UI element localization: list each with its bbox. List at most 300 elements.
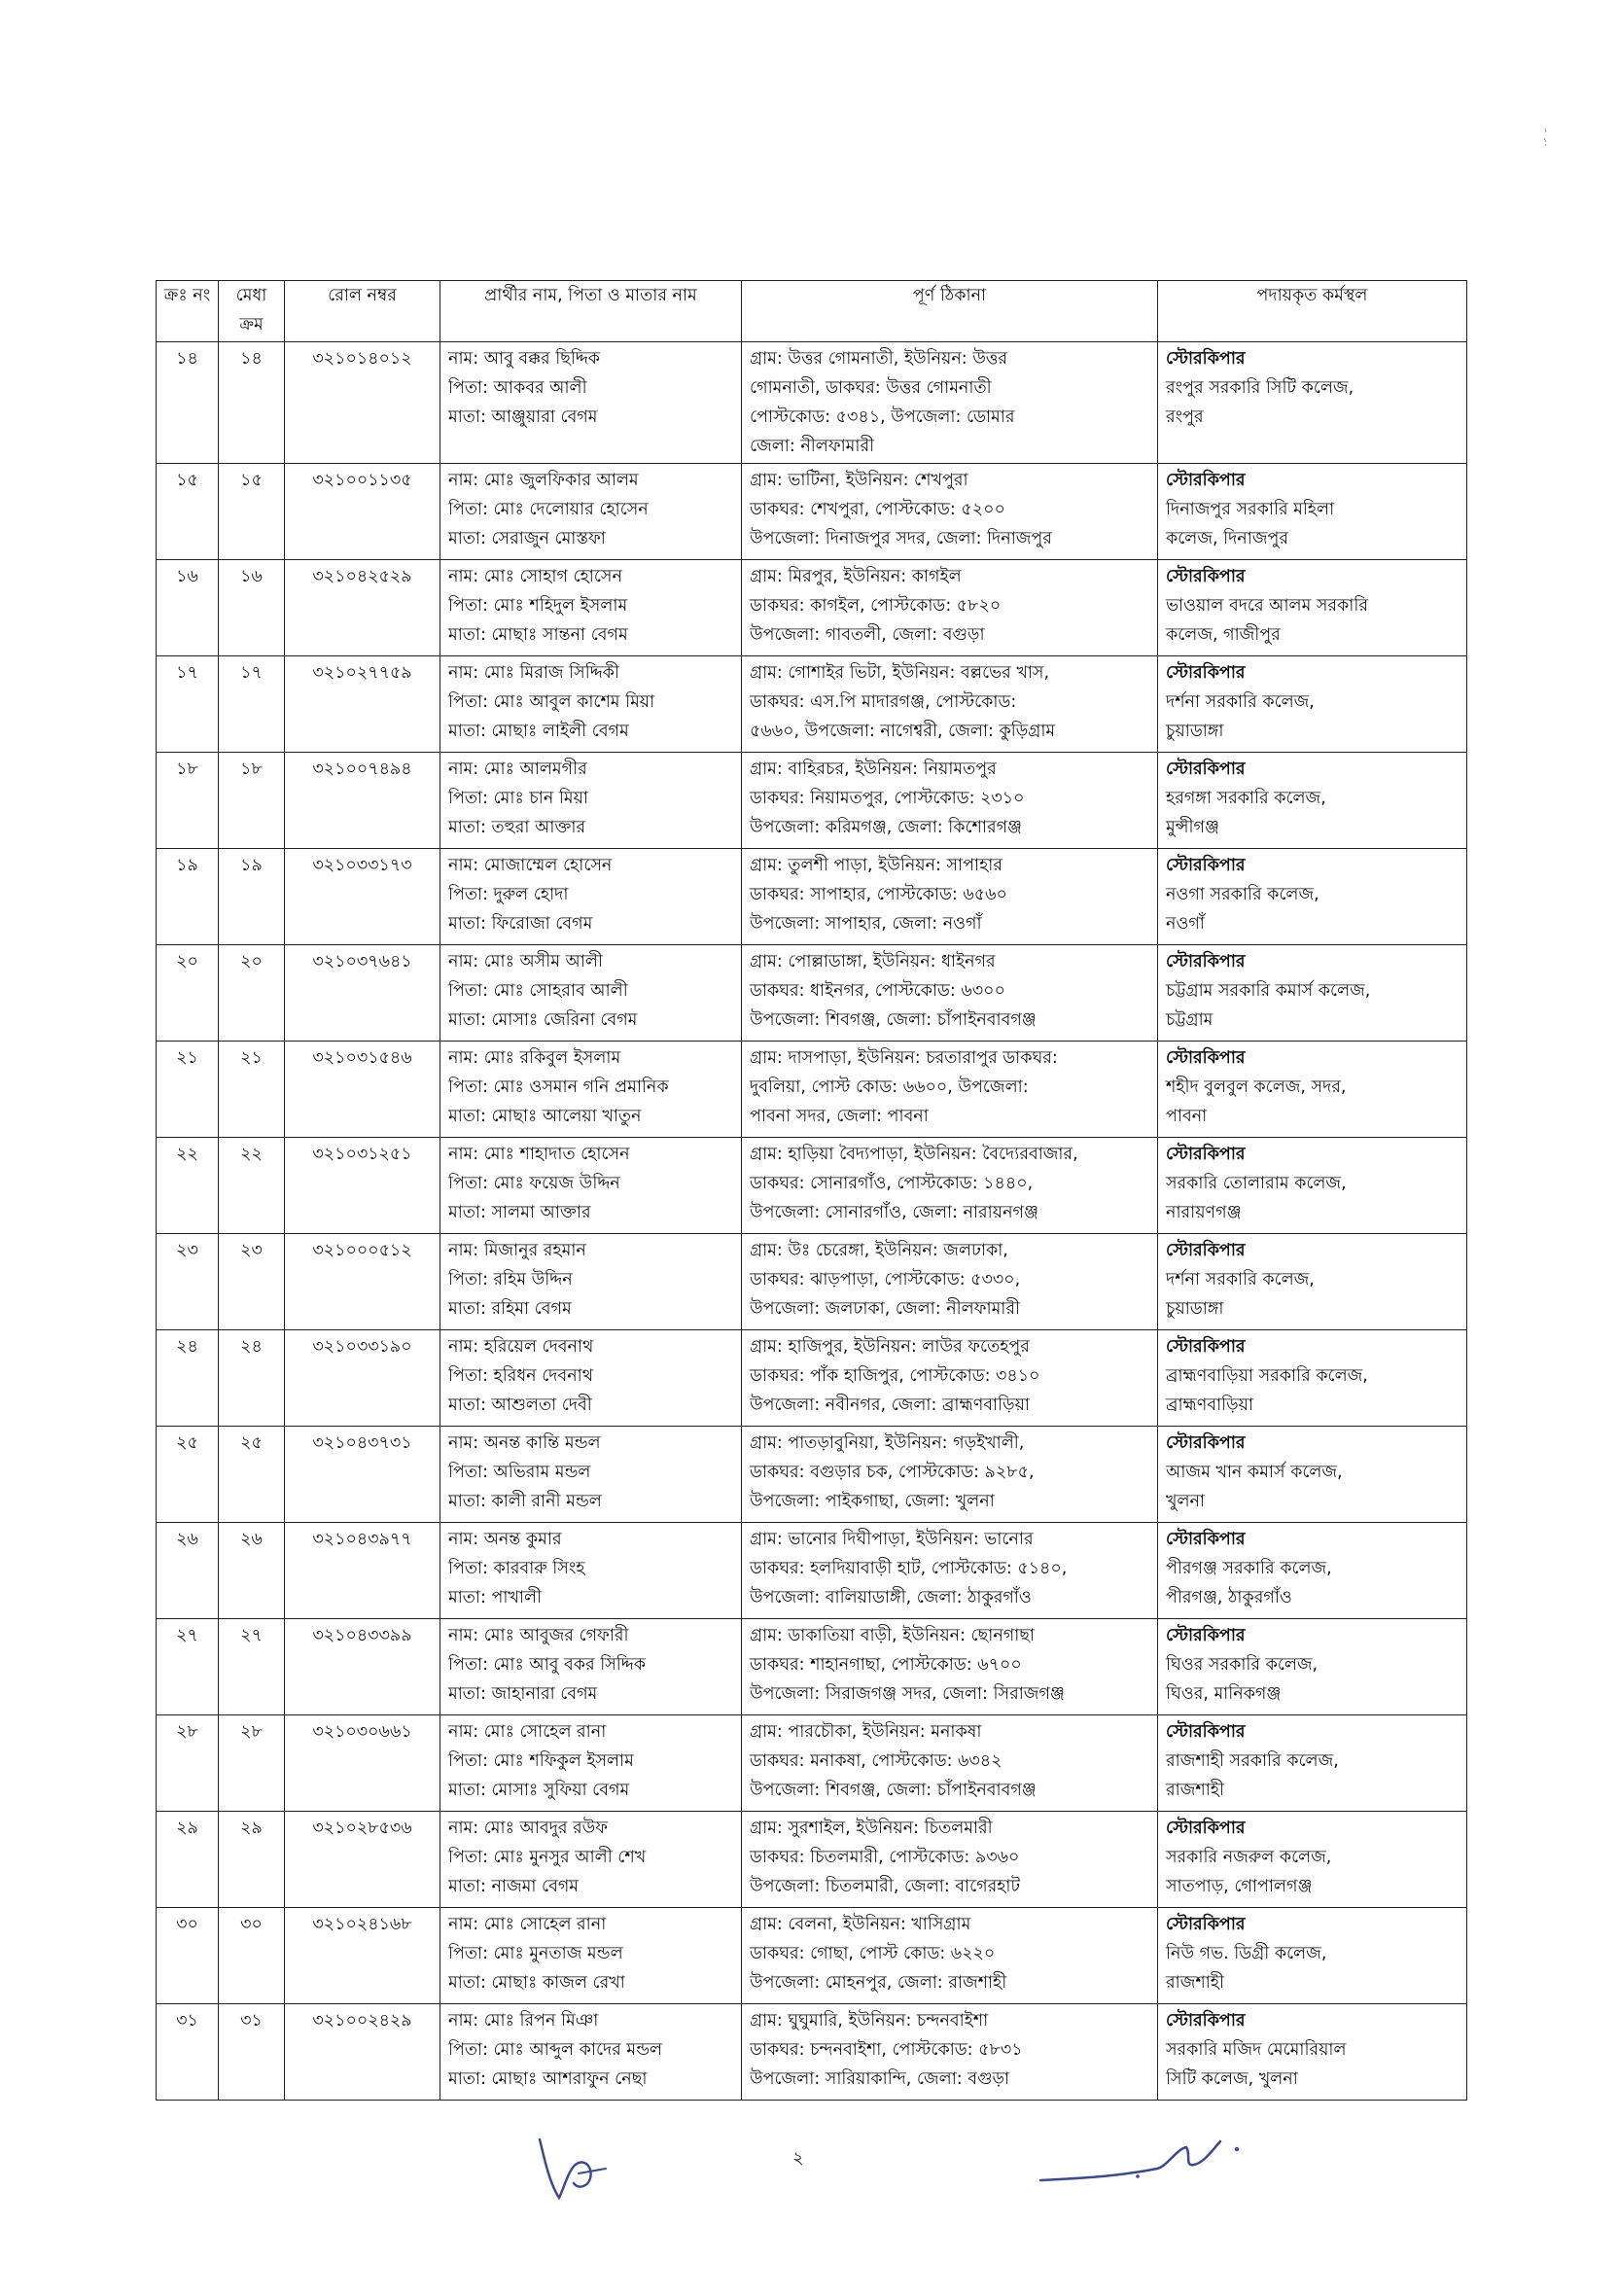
mother-name: মাতা: পাখালী	[448, 1588, 543, 1607]
post-title: স্টোরকিপার	[1166, 1145, 1246, 1164]
mother-name: মাতা: মোসাঃ সুফিয়া বেগম	[448, 1781, 630, 1800]
serial-number: ১৯	[176, 856, 198, 875]
merit-cell	[219, 849, 285, 945]
candidate-cell	[440, 1042, 742, 1138]
address-line: গ্রাম: বেলনা, ইউনিয়ন: খাসিগ্রাম	[750, 1915, 971, 1934]
post-title: স্টোরকিপার	[1166, 1626, 1246, 1645]
signature-left	[520, 2130, 627, 2208]
roll-cell	[285, 1042, 440, 1138]
candidate-cell	[440, 2004, 742, 2101]
post-title: স্টোরকিপার	[1166, 759, 1246, 779]
candidate-cell	[440, 849, 742, 945]
workplace-line: সরকারি নজরুল কলেজ,	[1166, 1848, 1332, 1867]
address-line: গ্রাম: ঘুঘুমারি, ইউনিয়ন: চন্দনবাইশা	[750, 2011, 989, 2031]
posting-cell	[1158, 1234, 1467, 1330]
roll-number: ৩২১০৩০৬৬১	[312, 1722, 412, 1742]
address-cell	[742, 1619, 1158, 1715]
roll-cell	[285, 1138, 440, 1234]
roll-cell	[285, 1234, 440, 1330]
serial-cell	[157, 2004, 219, 2101]
candidate-name: নাম: মোঃ অসীম আলী	[448, 952, 603, 971]
address-line: উপজেলা: চিতলমারী, জেলা: বাগেরহাট	[750, 1877, 1021, 1896]
address-cell	[742, 849, 1158, 945]
merit-cell	[219, 656, 285, 753]
merit-number: ২৭	[240, 1626, 263, 1645]
merit-cell	[219, 2004, 285, 2101]
stray-mark	[1542, 126, 1550, 148]
workplace-line: রাজশাহী	[1166, 1781, 1224, 1800]
roll-cell	[285, 342, 440, 464]
candidate-cell	[440, 753, 742, 849]
roll-number: ৩২১০৪৩৭৩১	[312, 1433, 412, 1453]
roll-number: ৩২১০৩৩১৭৩	[312, 856, 412, 875]
serial-cell	[157, 656, 219, 753]
serial-cell	[157, 342, 219, 464]
father-name: পিতা: আকবর আলী	[448, 378, 587, 398]
address-line: পোস্টকোড: ৫৩৪১, উপজেলা: ডোমার	[750, 407, 1015, 427]
workplace-line: রংপুর	[1166, 407, 1204, 427]
address-line: উপজেলা: জলঢাকা, জেলা: নীলফামারী	[750, 1299, 1020, 1319]
merit-cell	[219, 945, 285, 1042]
serial-cell	[157, 1234, 219, 1330]
posting-cell	[1158, 1427, 1467, 1523]
roll-cell	[285, 753, 440, 849]
merit-cell	[219, 1234, 285, 1330]
roll-number: ৩২১০১৪০১২	[312, 349, 412, 369]
table-row	[157, 342, 1467, 464]
header-address: পূর্ণ ঠিকানা	[742, 281, 1158, 342]
table-row	[157, 1330, 1467, 1427]
candidate-name: নাম: আবু বক্কর ছিদ্দিক	[448, 349, 601, 369]
workplace-line: রাজশাহী	[1166, 1973, 1224, 1993]
signature-right	[1021, 2120, 1254, 2198]
roll-cell	[285, 1715, 440, 1812]
merit-number: ২৪	[240, 1337, 263, 1357]
candidate-name: নাম: মোঃ সোহেল রানা	[448, 1722, 607, 1742]
father-name: পিতা: মোঃ মুনসুর আলী শেখ	[448, 1848, 647, 1867]
posting-cell	[1158, 2004, 1467, 2101]
post-title: স্টোরকিপার	[1166, 349, 1246, 369]
roll-number: ৩২১০০৭৪৯৪	[312, 759, 412, 779]
address-line: গ্রাম: বাহিরচর, ইউনিয়ন: নিয়ামতপুর	[750, 759, 997, 779]
merit-number: ২৫	[240, 1433, 263, 1453]
workplace-line: মুন্সীগঞ্জ	[1166, 818, 1219, 837]
workplace-line: চুয়াডাঙ্গা	[1166, 722, 1224, 741]
table-body	[157, 342, 1467, 2101]
merit-cell	[219, 1908, 285, 2004]
address-line: ডাকঘর: নিয়ামতপুর, পোস্টকোড: ২৩১০	[750, 789, 1025, 808]
mother-name: মাতা: কালী রানী মন্ডল	[448, 1492, 602, 1511]
candidate-cell	[440, 342, 742, 464]
address-line: ডাকঘর: কাগইল, পোস্টকোড: ৫৮২০	[750, 596, 1002, 616]
address-line: গ্রাম: হাজিপুর, ইউনিয়ন: লাউর ফতেহপুর	[750, 1337, 1030, 1357]
candidate-name: নাম: মোঃ সোহাগ হোসেন	[448, 567, 622, 586]
address-line: ডাকঘর: মনাকষা, পোস্টকোড: ৬৩৪২	[750, 1751, 1002, 1771]
mother-name: মাতা: সালমা আক্তার	[448, 1203, 591, 1222]
table-row	[157, 1812, 1467, 1908]
workplace-line: পীরগঞ্জ সরকারি কলেজ,	[1166, 1559, 1332, 1578]
serial-cell	[157, 1908, 219, 2004]
table-row	[157, 1138, 1467, 1234]
serial-number: ৩১	[176, 2011, 198, 2031]
mother-name: মাতা: আশুলতা দেবী	[448, 1395, 592, 1415]
table-row	[157, 1908, 1467, 2004]
address-line: উপজেলা: মোহনপুর, জেলা: রাজশাহী	[750, 1973, 1007, 1993]
workplace-line: খুলনা	[1166, 1492, 1206, 1511]
table-row	[157, 2004, 1467, 2101]
post-title: স্টোরকিপার	[1166, 952, 1246, 971]
mother-name: মাতা: ফিরোজা বেগম	[448, 914, 593, 934]
candidate-name: নাম: মোঃ সোহেল রানা	[448, 1915, 607, 1934]
serial-number: ২৪	[176, 1337, 198, 1357]
workplace-line: ব্রাহ্মণবাড়িয়া	[1166, 1395, 1254, 1415]
candidate-name: নাম: অনন্ত কান্তি মন্ডল	[448, 1433, 601, 1453]
address-line: ডাকঘর: শেখপুরা, পোস্টকোড: ৫২০০	[750, 500, 1005, 519]
mother-name: মাতা: মোছাঃ আশরাফুন নেছা	[448, 2069, 648, 2089]
post-title: স্টোরকিপার	[1166, 1819, 1246, 1838]
workplace-line: চুয়াডাঙ্গা	[1166, 1299, 1224, 1319]
table-row	[157, 753, 1467, 849]
posting-cell	[1158, 560, 1467, 656]
roll-number: ৩২১০৪২৫২৯	[312, 567, 412, 586]
mother-name: মাতা: মোসাঃ জেরিনা বেগম	[448, 1010, 638, 1030]
roll-number: ৩২১০৩৩১৯০	[312, 1337, 412, 1357]
serial-cell	[157, 1619, 219, 1715]
roll-number: ৩২১০২৮৫৩৬	[312, 1819, 412, 1838]
workplace-line: রংপুর সরকারি সিটি কলেজ,	[1166, 378, 1354, 398]
address-line: ডাকঘর: ধাইনগর, পোস্টকোড: ৬৩০০	[750, 981, 1005, 1001]
address-line: ডাকঘর: সাপাহার, পোস্টকোড: ৬৫৬০	[750, 885, 1007, 904]
table-row	[157, 1619, 1467, 1715]
post-title: স্টোরকিপার	[1166, 567, 1246, 586]
merit-number: ১৮	[240, 759, 263, 779]
father-name: পিতা: মোঃ চান মিয়া	[448, 789, 588, 808]
address-cell	[742, 753, 1158, 849]
workplace-line: ভাওয়াল বদরে আলম সরকারি	[1166, 596, 1369, 616]
roll-cell	[285, 1908, 440, 2004]
header-merit: মেধা ক্রম	[219, 281, 285, 342]
post-title: স্টোরকিপার	[1166, 1048, 1246, 1068]
serial-number: ১৬	[176, 567, 198, 586]
address-line: ডাকঘর: হলদিয়াবাড়ী হাট, পোস্টকোড: ৫১৪০,	[750, 1559, 1068, 1578]
workplace-line: নিউ গভ. ডিগ্রী কলেজ,	[1166, 1944, 1327, 1963]
merit-number: ২৬	[240, 1530, 263, 1549]
address-line: গ্রাম: গোশাইর ভিটা, ইউনিয়ন: বল্লভের খাস,	[750, 663, 1050, 683]
workplace-line: পাবনা	[1166, 1107, 1208, 1126]
mother-name: মাতা: আঞ্জুয়ারা বেগম	[448, 407, 598, 427]
serial-number: ২২	[176, 1145, 198, 1164]
roll-cell	[285, 1330, 440, 1427]
workplace-line: ঘিওর সরকারি কলেজ,	[1166, 1655, 1319, 1675]
workplace-line: দর্শনা সরকারি কলেজ,	[1166, 692, 1315, 712]
address-line: পাবনা সদর, জেলা: পাবনা	[750, 1107, 929, 1126]
address-line: উপজেলা: করিমগঞ্জ, জেলা: কিশোরগঞ্জ	[750, 818, 1022, 837]
candidate-cell	[440, 1715, 742, 1812]
merit-cell	[219, 342, 285, 464]
merit-number: ২৩	[240, 1241, 263, 1260]
roll-cell	[285, 1619, 440, 1715]
serial-cell	[157, 945, 219, 1042]
address-cell	[742, 1715, 1158, 1812]
serial-number: ২৩	[176, 1241, 198, 1260]
serial-cell	[157, 1330, 219, 1427]
candidate-name: নাম: মোঃ আবুজর গেফারী	[448, 1626, 629, 1645]
roll-number: ৩২১০০১১৩৫	[312, 471, 412, 490]
mother-name: মাতা: রহিমা বেগম	[448, 1299, 572, 1319]
address-cell	[742, 945, 1158, 1042]
post-title: স্টোরকিপার	[1166, 471, 1246, 490]
father-name: পিতা: হরিধন দেবনাথ	[448, 1366, 594, 1386]
candidate-name: নাম: মোঃ আলমগীর	[448, 759, 587, 779]
candidate-cell	[440, 560, 742, 656]
candidate-cell	[440, 1619, 742, 1715]
candidate-cell	[440, 1234, 742, 1330]
serial-number: ২৮	[176, 1722, 198, 1742]
roll-cell	[285, 464, 440, 560]
father-name: পিতা: মোঃ শফিকুল ইসলাম	[448, 1751, 634, 1771]
merit-cell	[219, 1330, 285, 1427]
roll-number: ৩২১০৪৩৯৭৭	[312, 1530, 412, 1549]
merit-number: ৩১	[240, 2011, 263, 2031]
candidate-name: নাম: মোঃ রিপন মিঞা	[448, 2011, 599, 2031]
serial-number: ২৯	[176, 1819, 198, 1838]
header-posting: পদায়কৃত কর্মস্থল	[1158, 281, 1467, 342]
father-name: পিতা: অভিরাম মন্ডল	[448, 1463, 591, 1482]
merit-cell	[219, 1523, 285, 1619]
serial-number: ১৪	[176, 349, 198, 369]
address-line: গ্রাম: পারচৌকা, ইউনিয়ন: মনাকষা	[750, 1722, 982, 1742]
address-cell	[742, 1812, 1158, 1908]
candidate-cell	[440, 1523, 742, 1619]
serial-number: ১৫	[176, 471, 198, 490]
address-line: উপজেলা: নবীনগর, জেলা: ব্রাহ্মণবাড়িয়া	[750, 1395, 1030, 1415]
appointment-table	[156, 280, 1467, 2101]
serial-number: ১৮	[176, 759, 198, 779]
roll-cell	[285, 656, 440, 753]
post-title: স্টোরকিপার	[1166, 1530, 1246, 1549]
address-line: গ্রাম: তুলশী পাড়া, ইউনিয়ন: সাপাহার	[750, 856, 1002, 875]
workplace-line: সাতপাড়, গোপালগঞ্জ	[1166, 1877, 1313, 1896]
posting-cell	[1158, 945, 1467, 1042]
father-name: পিতা: মোঃ আবু বকর সিদ্দিক	[448, 1655, 646, 1675]
mother-name: মাতা: জাহানারা বেগম	[448, 1684, 598, 1704]
posting-cell	[1158, 1812, 1467, 1908]
father-name: পিতা: দুরুল হোদা	[448, 885, 569, 904]
workplace-line: আজম খান কমার্স কলেজ,	[1166, 1463, 1343, 1482]
mother-name: মাতা: মোছাঃ লাইলী বেগম	[448, 722, 629, 741]
father-name: পিতা: রহিম উদ্দিন	[448, 1270, 573, 1289]
address-line: গ্রাম: উত্তর গোমনাতী, ইউনিয়ন: উত্তর	[750, 349, 1008, 369]
address-line: গ্রাম: পোল্লাডাঙ্গা, ইউনিয়ন: ধাইনগর	[750, 952, 996, 971]
address-line: উপজেলা: দিনাজপুর সদর, জেলা: দিনাজপুর	[750, 529, 1052, 548]
candidate-name: নাম: হরিয়েল দেবনাথ	[448, 1337, 594, 1357]
address-line: গ্রাম: পাতড়াবুনিয়া, ইউনিয়ন: গড়ইখালী,	[750, 1433, 1025, 1453]
mother-name: মাতা: সেরাজুন মোস্তফা	[448, 529, 606, 548]
candidate-name: নাম: মোঃ জুলফিকার আলম	[448, 471, 639, 490]
posting-cell	[1158, 1042, 1467, 1138]
post-title: স্টোরকিপার	[1166, 1915, 1246, 1934]
candidate-name: নাম: মোঃ আবদুর রউফ	[448, 1819, 609, 1838]
candidate-name: নাম: মোঃ রকিবুল ইসলাম	[448, 1048, 621, 1068]
posting-cell	[1158, 1715, 1467, 1812]
merit-number: ২২	[240, 1145, 263, 1164]
address-line: উপজেলা: সাপাহার, জেলা: নওগাঁ	[750, 914, 982, 934]
mother-name: মাতা: তহুরা আক্তার	[448, 818, 586, 837]
roll-cell	[285, 1812, 440, 1908]
candidate-name: নাম: মোজাম্মেল হোসেন	[448, 856, 613, 875]
posting-cell	[1158, 342, 1467, 464]
posting-cell	[1158, 1138, 1467, 1234]
merit-cell	[219, 1042, 285, 1138]
address-cell	[742, 560, 1158, 656]
merit-number: ১৯	[240, 856, 263, 875]
candidate-cell	[440, 1330, 742, 1427]
address-line: ডাকঘর: চিতলমারী, পোস্টকোড: ৯৩৬০	[750, 1848, 1020, 1867]
table-row	[157, 1234, 1467, 1330]
workplace-line: সরকারি মজিদ মেমোরিয়াল	[1166, 2040, 1347, 2060]
roll-cell	[285, 945, 440, 1042]
roll-number: ৩২১০২৭৭৫৯	[312, 663, 412, 683]
address-line: ডাকঘর: ঝাড়পাড়া, পোস্টকোড: ৫৩৩০,	[750, 1270, 1021, 1289]
merit-cell	[219, 464, 285, 560]
candidate-cell	[440, 1908, 742, 2004]
address-cell	[742, 1138, 1158, 1234]
address-cell	[742, 2004, 1158, 2101]
merit-cell	[219, 753, 285, 849]
address-cell	[742, 1330, 1158, 1427]
post-title: স্টোরকিপার	[1166, 1241, 1246, 1260]
table-row	[157, 1523, 1467, 1619]
serial-number: ২০	[176, 952, 198, 971]
address-cell	[742, 1908, 1158, 2004]
serial-number: ১৭	[176, 663, 198, 683]
posting-cell	[1158, 1330, 1467, 1427]
candidate-cell	[440, 656, 742, 753]
roll-number: ৩২১০০২৪২৯	[312, 2011, 412, 2031]
workplace-line: সরকারি তোলারাম কলেজ,	[1166, 1174, 1347, 1193]
merit-cell	[219, 1812, 285, 1908]
posting-cell	[1158, 753, 1467, 849]
address-cell	[742, 1042, 1158, 1138]
serial-number: ২৬	[176, 1530, 198, 1549]
serial-cell	[157, 1812, 219, 1908]
address-line: জেলা: নীলফামারী	[750, 437, 875, 456]
address-line: উপজেলা: শিবগঞ্জ, জেলা: চাঁপাইনবাবগঞ্জ	[750, 1010, 1037, 1030]
serial-cell	[157, 560, 219, 656]
address-line: ডাকঘর: চন্দনবাইশা, পোস্টকোড: ৫৮৩১	[750, 2040, 1023, 2060]
merit-number: ১৫	[240, 471, 263, 490]
roll-number: ৩২১০৪৩৩৯৯	[312, 1626, 412, 1645]
header-serial: ক্রঃ নং	[157, 281, 219, 342]
serial-cell	[157, 849, 219, 945]
father-name: পিতা: মোঃ আবুল কাশেম মিয়া	[448, 692, 655, 712]
table-row	[157, 560, 1467, 656]
merit-number: ২০	[240, 952, 263, 971]
workplace-line: রাজশাহী সরকারি কলেজ,	[1166, 1751, 1339, 1771]
candidate-name: নাম: মিজানুর রহমান	[448, 1241, 586, 1260]
address-line: গ্রাম: হাড়িয়া বৈদ্যপাড়া, ইউনিয়ন: বৈদ্যেরবাজার,	[750, 1145, 1078, 1164]
workplace-line: পীরগঞ্জ, ঠাকুরগাঁও	[1166, 1588, 1292, 1607]
page-number: ২	[792, 2148, 804, 2169]
merit-number: ১৭	[240, 663, 263, 683]
father-name: পিতা: মোঃ শহিদুল ইসলাম	[448, 596, 628, 616]
posting-cell	[1158, 656, 1467, 753]
serial-cell	[157, 464, 219, 560]
address-cell	[742, 342, 1158, 464]
workplace-line: দিনাজপুর সরকারি মহিলা	[1166, 500, 1335, 519]
serial-cell	[157, 753, 219, 849]
address-line: গ্রাম: দাসপাড়া, ইউনিয়ন: চরতারাপুর ডাকঘর:	[750, 1048, 1058, 1068]
roll-number: ৩২১০৩১৫৪৬	[312, 1048, 412, 1068]
address-cell	[742, 1427, 1158, 1523]
serial-cell	[157, 1138, 219, 1234]
workplace-line: ঘিওর, মানিকগঞ্জ	[1166, 1684, 1282, 1704]
mother-name: মাতা: মোছাঃ আলেয়া খাতুন	[448, 1107, 642, 1126]
address-line: ডাকঘর: বগুড়ার চক, পোস্টকোড: ৯২৮৫,	[750, 1463, 1035, 1482]
candidate-cell	[440, 1138, 742, 1234]
table-row	[157, 1042, 1467, 1138]
address-line: ডাকঘর: গোছা, পোস্ট কোড: ৬২২০	[750, 1944, 996, 1963]
merit-number: ৩০	[240, 1915, 263, 1934]
merit-number: ১৬	[240, 567, 263, 586]
merit-cell	[219, 1138, 285, 1234]
workplace-line: চট্টগ্রাম	[1166, 1010, 1214, 1030]
address-line: উপজেলা: পাইকগাছা, জেলা: খুলনা	[750, 1492, 995, 1511]
serial-cell	[157, 1427, 219, 1523]
serial-cell	[157, 1042, 219, 1138]
serial-number: ২৭	[176, 1626, 198, 1645]
workplace-line: নওগাঁ	[1166, 914, 1205, 934]
serial-cell	[157, 1523, 219, 1619]
candidate-name: নাম: মোঃ মিরাজ সিদ্দিকী	[448, 663, 619, 683]
workplace-line: কলেজ, দিনাজপুর	[1166, 529, 1288, 548]
address-line: ডাকঘর: এস.পি মাদারগঞ্জ, পোস্টকোড:	[750, 692, 1017, 712]
posting-cell	[1158, 464, 1467, 560]
post-title: স্টোরকিপার	[1166, 856, 1246, 875]
roll-cell	[285, 2004, 440, 2101]
table-row	[157, 1715, 1467, 1812]
merit-cell	[219, 560, 285, 656]
candidate-cell	[440, 945, 742, 1042]
address-line: উপজেলা: গাবতলী, জেলা: বগুড়া	[750, 625, 985, 645]
serial-number: ২১	[176, 1048, 198, 1068]
post-title: স্টোরকিপার	[1166, 2011, 1246, 2031]
address-line: উপজেলা: বালিয়াডাঙ্গী, জেলা: ঠাকুরগাঁও	[750, 1588, 1032, 1607]
merit-number: ১৪	[240, 349, 263, 369]
roll-cell	[285, 1523, 440, 1619]
workplace-line: ব্রাহ্মণবাড়িয়া সরকারি কলেজ,	[1166, 1366, 1368, 1386]
workplace-line: নওগা সরকারি কলেজ,	[1166, 885, 1319, 904]
roll-number: ৩২১০৩৭৬৪১	[312, 952, 412, 971]
candidate-name: নাম: অনন্ত কুমার	[448, 1530, 562, 1549]
workplace-line: সিটি কলেজ, খুলনা	[1166, 2069, 1298, 2089]
address-cell	[742, 656, 1158, 753]
workplace-line: কলেজ, গাজীপুর	[1166, 625, 1281, 645]
father-name: পিতা: মোঃ দেলোয়ার হোসেন	[448, 500, 649, 519]
address-line: গ্রাম: সুরশাইল, ইউনিয়ন: চিতলমারী	[750, 1819, 993, 1838]
merit-number: ২৯	[240, 1819, 263, 1838]
address-line: উপজেলা: শিবগঞ্জ, জেলা: চাঁপাইনবাবগঞ্জ	[750, 1781, 1037, 1800]
serial-number: ৩০	[176, 1915, 198, 1934]
posting-cell	[1158, 1619, 1467, 1715]
workplace-line: নারায়ণগঞ্জ	[1166, 1203, 1242, 1222]
post-title: স্টোরকিপার	[1166, 1722, 1246, 1742]
address-line: গ্রাম: মিরপুর, ইউনিয়ন: কাগইল	[750, 567, 962, 586]
address-line: ডাকঘর: শাহানগাছা, পোস্টকোড: ৬৭০০	[750, 1655, 1022, 1675]
merit-cell	[219, 1427, 285, 1523]
father-name: পিতা: মোঃ ফয়েজ উদ্দিন	[448, 1174, 620, 1193]
roll-number: ৩২১০২৪১৬৮	[312, 1915, 412, 1934]
